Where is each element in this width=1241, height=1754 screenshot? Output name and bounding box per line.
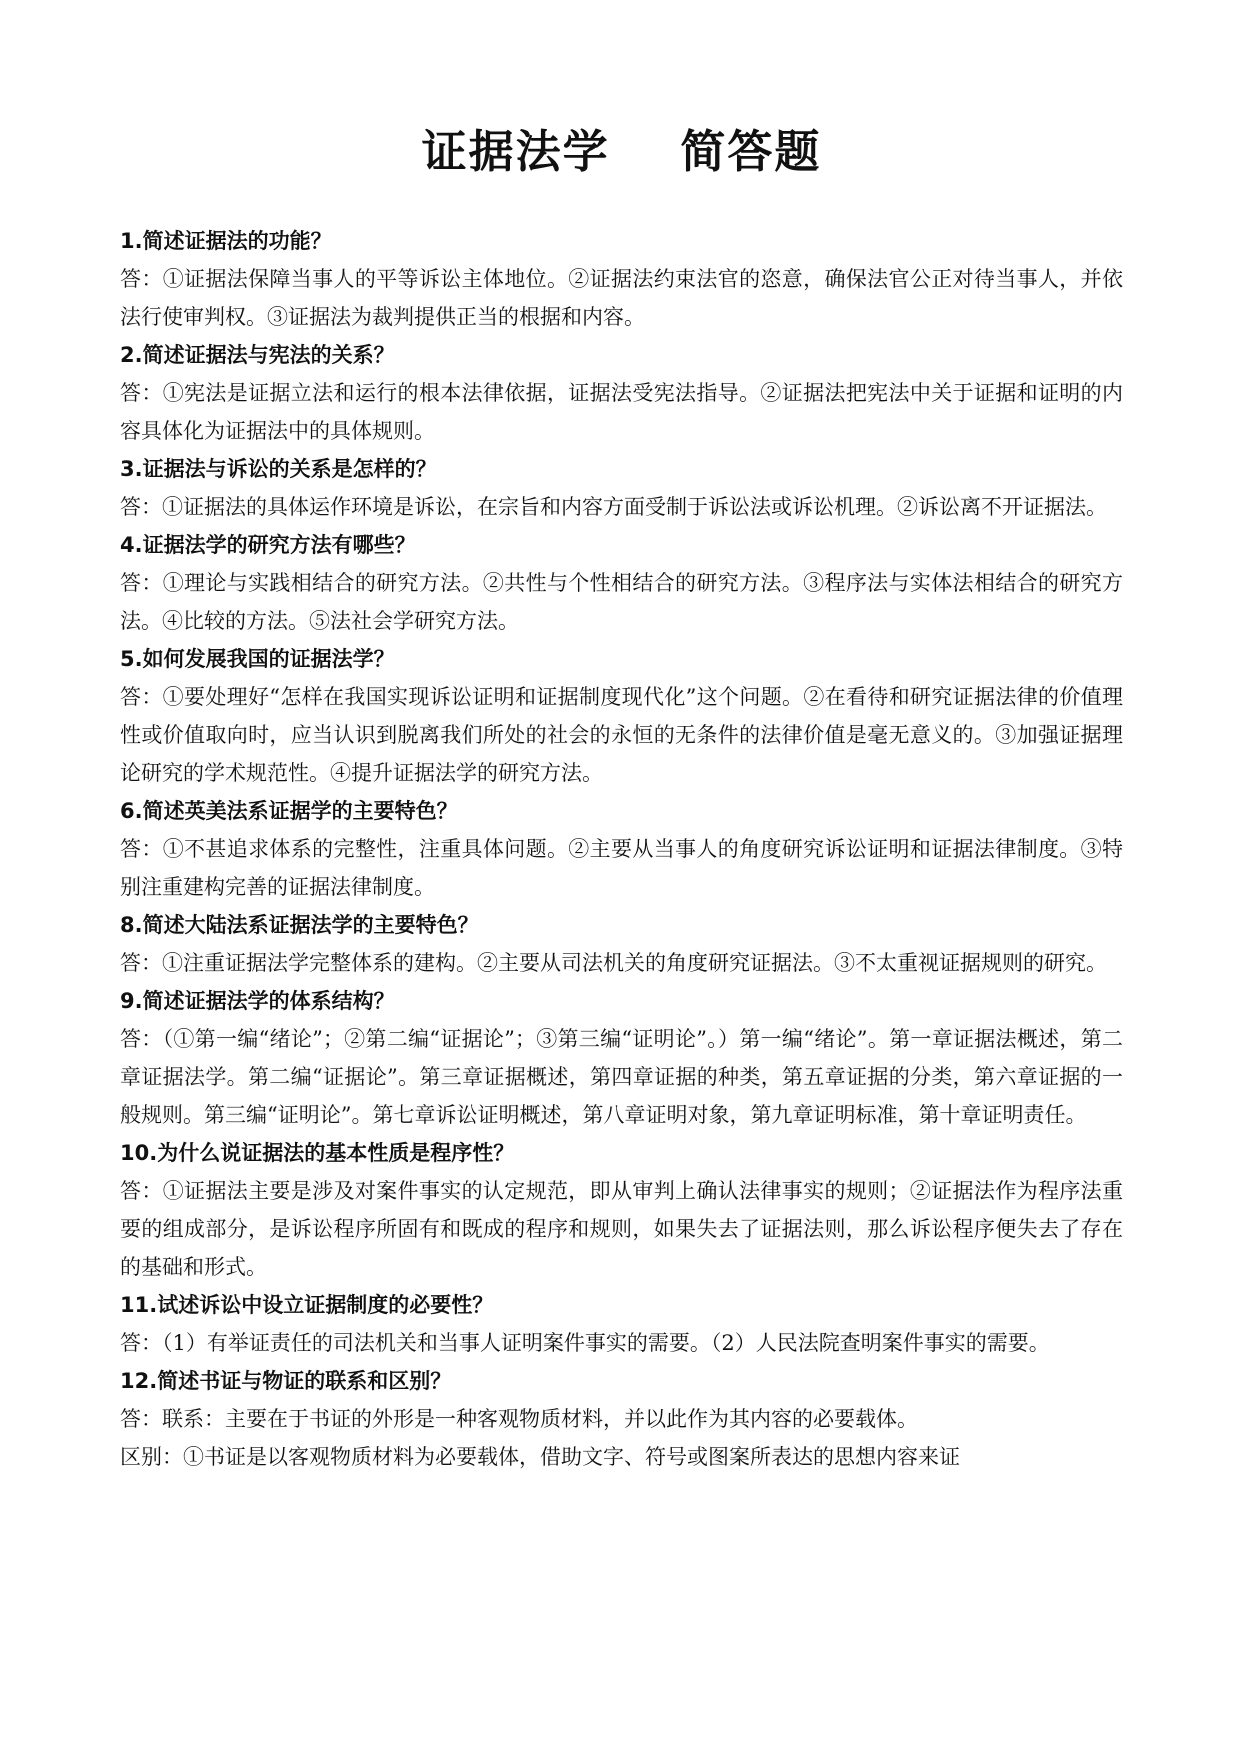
qa-item-3 (120, 450, 1123, 526)
qa-item-4 (120, 526, 1123, 640)
qa-item-9 (120, 982, 1123, 1134)
answer-3: 答：①证据法的具体运作环境是诉讼，在宗旨和内容方面受制于诉讼法或诉讼机理。②诉讼离不开证据法。 (120, 495, 1107, 519)
answer-10: 答：①证据法主要是涉及对案件事实的认定规范，即从审判上确认法律事实的规则；②证据法作为程序法重要的组成部分，是诉讼程序所固有和既成的程序和规则，如果失去了证据法则，那么诉讼程序便失去了存在的基础和形式。 (120, 1179, 1123, 1279)
question-5: 5.如何发展我国的证据法学？ (120, 647, 395, 671)
answer-1: 答：①证据法保障当事人的平等诉讼主体地位。②证据法约束法官的恣意，确保法官公正对待当事人，并依法行使审判权。③证据法为裁判提供正当的根据和内容。 (120, 267, 1123, 329)
question-1: 1.简述证据法的功能？ (120, 229, 332, 253)
answer-11: 答：（1）有举证责任的司法机关和当事人证明案件事实的需要。（2）人民法院查明案件事实的需要。 (120, 1331, 1050, 1355)
question-11: 11.试述诉讼中设立证据制度的必要性？ (120, 1293, 494, 1317)
document-title: 证据法学 简答题 (421, 125, 822, 178)
question-8: 8.简述大陆法系证据法学的主要特色？ (120, 913, 479, 937)
answer-9: 答：（①第一编“绪论”；②第二编“证据论”；③第三编“证明论”。）第一编“绪论”。第一章证据法概述，第二章证据法学。第二编“证据论”。第三章证据概述，第四章证据的种类，第五章证据的分类，第六章证据的一般规则。第三编“证明论”。第七章诉讼证明概述，第八章证明对象，第九章证明标准，第十章证明责任。 (120, 1027, 1123, 1127)
qa-item-2 (120, 336, 1123, 450)
question-2: 2.简述证据法与宪法的关系？ (120, 343, 395, 367)
answer-12-connection: 答：联系：主要在于书证的外形是一种客观物质材料，并以此作为其内容的必要载体。 (120, 1407, 918, 1431)
qa-item-10 (120, 1134, 1123, 1286)
question-6: 6.简述英美法系证据学的主要特色？ (120, 799, 458, 823)
answer-8: 答：①注重证据法学完整体系的建构。②主要从司法机关的角度研究证据法。③不太重视证据规则的研究。 (120, 951, 1107, 975)
qa-item-6 (120, 792, 1123, 906)
answer-12-difference: 区别：①书证是以客观物质材料为必要载体，借助文字、符号或图案所表达的思想内容来证 (120, 1445, 960, 1469)
answer-2: 答：①宪法是证据立法和运行的根本法律依据，证据法受宪法指导。②证据法把宪法中关于证据和证明的内容具体化为证据法中的具体规则。 (120, 381, 1123, 443)
qa-list (120, 222, 1123, 1476)
question-3: 3.证据法与诉讼的关系是怎样的？ (120, 457, 437, 481)
qa-item-5 (120, 640, 1123, 792)
question-9: 9.简述证据法学的体系结构？ (120, 989, 395, 1013)
question-4: 4.证据法学的研究方法有哪些？ (120, 533, 416, 557)
answer-5: 答：①要处理好“怎样在我国实现诉讼证明和证据制度现代化”这个问题。②在看待和研究证据法律的价值理性或价值取向时，应当认识到脱离我们所处的社会的永恒的无条件的法律价值是毫无意义的。③加强证据理论研究的学术规范性。④提升证据法学的研究方法。 (120, 685, 1123, 785)
qa-item-8 (120, 906, 1123, 982)
answer-6: 答：①不甚追求体系的完整性，注重具体问题。②主要从当事人的角度研究诉讼证明和证据法律制度。③特别注重建构完善的证据法律制度。 (120, 837, 1123, 899)
question-10: 10.为什么说证据法的基本性质是程序性？ (120, 1141, 515, 1165)
answer-4: 答：①理论与实践相结合的研究方法。②共性与个性相结合的研究方法。③程序法与实体法相结合的研究方法。④比较的方法。⑤法社会学研究方法。 (120, 571, 1123, 633)
qa-item-1 (120, 222, 1123, 336)
qa-item-11 (120, 1286, 1123, 1362)
qa-item-12 (120, 1362, 1123, 1476)
question-12: 12.简述书证与物证的联系和区别？ (120, 1369, 452, 1393)
